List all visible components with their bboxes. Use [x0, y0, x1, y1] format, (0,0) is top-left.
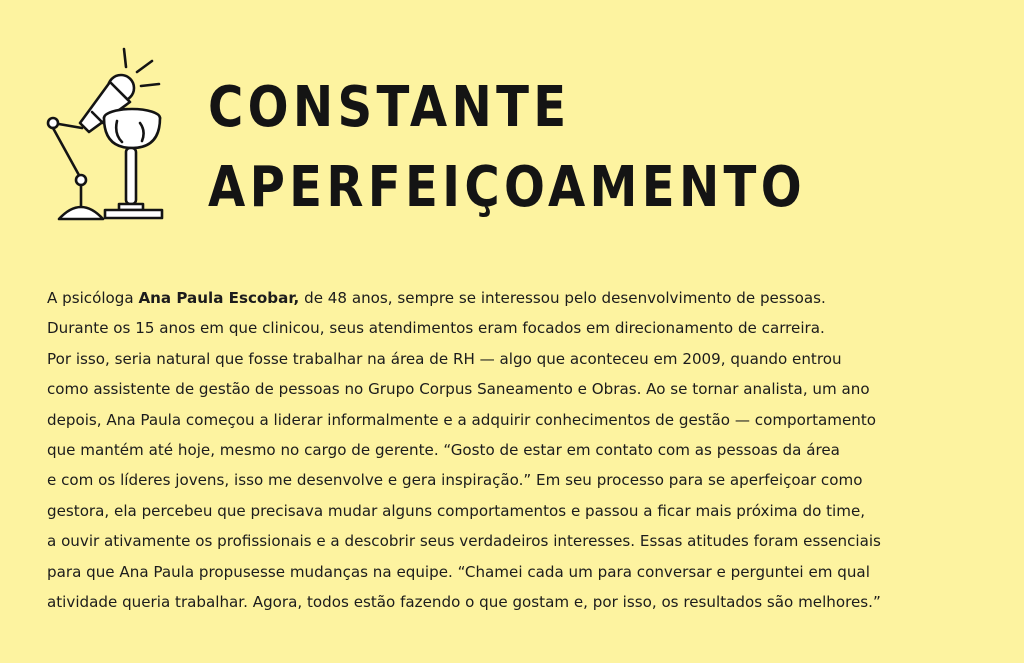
- body-line-5: depois, Ana Paula começou a liderar informalmente e a adquirir conhecimentos de gestão — comportamento: [47, 410, 877, 429]
- body-line-11: atividade queria trabalhar. Agora, todos estão fazendo o que gostam e, por isso, os resultados são melhores.”: [47, 593, 881, 612]
- title-line-2: APERFEIÇOAMENTO: [208, 155, 806, 220]
- body-line-6: que mantém até hoje, mesmo no cargo de gerente. “Gosto de estar em contato com as pessoas da área: [47, 441, 840, 460]
- body-line-8: gestora, ela percebeu que precisava mudar alguns comportamentos e passou a ficar mais próxima do time,: [47, 501, 866, 520]
- body-line-1-post: de 48 anos, sempre se interessou pelo desenvolvimento de pessoas.: [299, 289, 826, 307]
- article-body: [47, 283, 964, 617]
- desk-lamp-icon: [40, 40, 170, 230]
- body-line-2: Durante os 15 anos em que clinicou, seus atendimentos eram focados em direcionamento de carreira.: [47, 319, 825, 338]
- article-header: [0, 0, 1024, 260]
- body-line-4: como assistente de gestão de pessoas no Grupo Corpus Saneamento e Obras. Ao se tornar analista, um ano: [47, 380, 870, 399]
- body-line-1-pre: A psicóloga: [47, 289, 139, 307]
- body-line-9: a ouvir ativamente os profissionais e a descobrir seus verdadeiros interesses. Essas atitudes foram essenciais: [47, 532, 881, 551]
- body-line-10: para que Ana Paula propusesse mudanças na equipe. “Chamei cada um para conversar e perguntei em qual: [47, 562, 870, 581]
- body-line-1: [47, 283, 964, 313]
- title-line-1: CONSTANTE: [208, 75, 571, 140]
- body-line-7: e com os líderes jovens, isso me desenvolve e gera inspiração.” Em seu processo para se aperfeiçoar como: [47, 471, 863, 490]
- person-name: Ana Paula Escobar,: [138, 289, 300, 307]
- body-line-3: Por isso, seria natural que fosse trabalhar na área de RH — algo que aconteceu em 2009, quando entrou: [47, 349, 842, 368]
- article-title: [208, 68, 806, 228]
